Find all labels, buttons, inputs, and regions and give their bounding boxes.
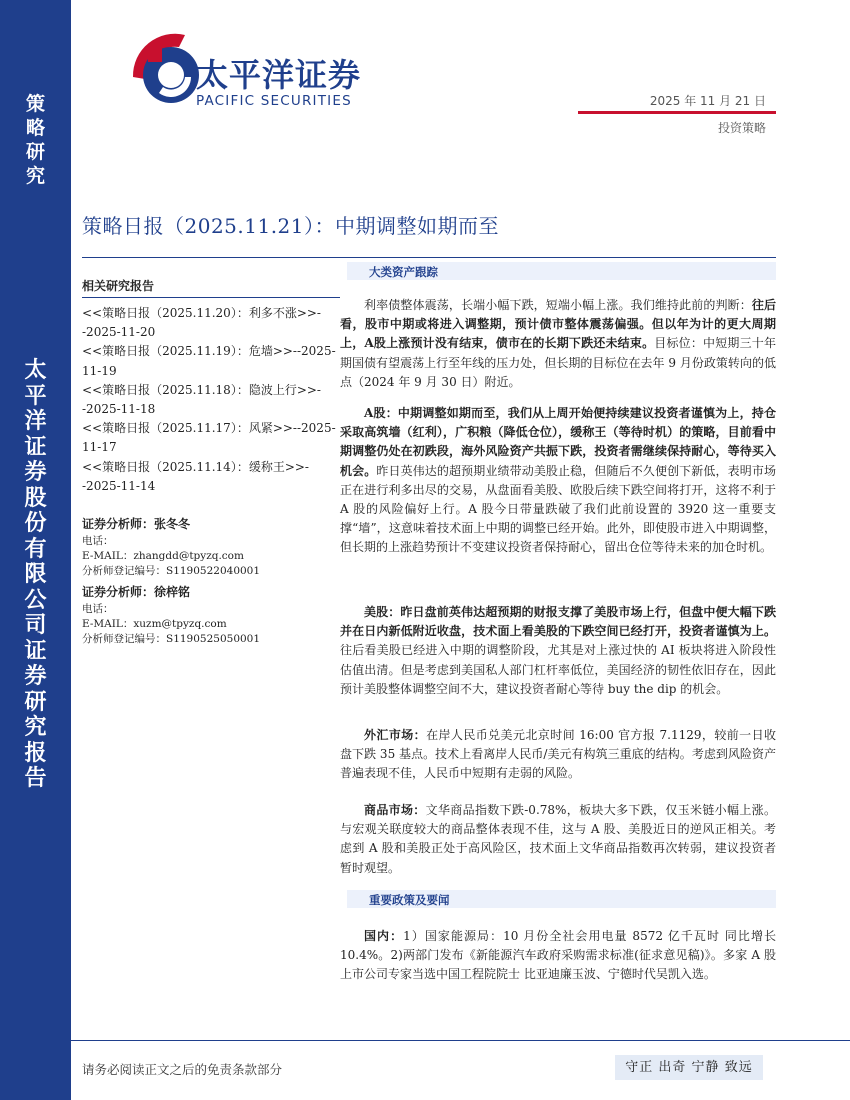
- brand-name-en: PACIFIC SECURITIES: [196, 93, 352, 109]
- sidebar-char: 份: [24, 510, 47, 536]
- sidebar-char: 证: [24, 637, 47, 664]
- section-title: 大类资产跟踪: [369, 265, 438, 279]
- sidebar-char: 策: [25, 93, 45, 115]
- analyst-registration: 分析师登记编号：S1190525050001: [82, 633, 261, 646]
- analyst-block: [82, 583, 340, 648]
- sidebar-char: 太: [24, 357, 47, 383]
- sidebar-char: 洋: [24, 408, 47, 434]
- related-report-item[interactable]: <<策略日报（2025.11.14）：缓称王>>--2025-11-14: [82, 459, 309, 493]
- fx-paragraph: 外汇市场：在岸人民币兑美元北京时间 16:00 官方报 7.1129，较前一日收盘下跌 35 基点。技术上看离岸人民币/美元有构筑三重底的结构。考虑到风险资产普遍表现不佳，人民币中短期有走弱的风险。: [340, 728, 776, 781]
- brand-name-cn: 太平洋证券: [196, 56, 362, 94]
- sidebar-char: 有: [24, 535, 47, 562]
- footer-motto: 守正 出奇 宁静 致远: [615, 1055, 763, 1080]
- sidebar-category-text: [0, 92, 71, 188]
- related-report-item[interactable]: <<策略日报（2025.11.20）：利多不涨>>--2025-11-20: [82, 306, 321, 340]
- title-divider: [82, 257, 776, 258]
- bond-paragraph: 利率债整体震荡，长端小幅下跌，短端小幅上涨。我们维持此前的判断：往后看，股市中期或将进入调整期，预计债市整体震荡偏强。但以年为计的更大周期上，A股上涨预计没有结束，债市在的长期下跌还未结束。目标位：中短期三十年期国债有望震荡上行至年线的压力处，但长期的目标位在去年 9 月份政策转向的低点（2024 年 9 月 30 日）附近。: [340, 298, 776, 389]
- analyst-block: [82, 515, 340, 580]
- analyst-email[interactable]: E-MAIL：zhangdd@tpyzq.com: [82, 550, 244, 563]
- analyst-registration: 分析师登记编号：S1190522040001: [82, 565, 261, 578]
- a-share-paragraph: A股：中期调整如期而至，我们从上周开始便持续建议投资者谨慎为上，持仓采取高筑墙（红利），广积粮（降低仓位），缓称王（等待时机）的策略，目前看中期调整仍处在初跌段，海外风险资产共振下跌，投资者需继续保持耐心，等待买入机会。昨日英伟达的超预期业绩带动美股止稳，但随后不久便创下新低，表明市场正在进行利多出尽的交易，从盘面看美股、欧股后续下跌空间将打开，这将不利于 A 股的风险偏好上行。A 股今日带量跌破了我们此前设置的 3920 这一重要支撑“墙”，这意味着技术面上中期的调整已经开始。此外，即使股市进入中期调整，但长期的上涨趋势预计不变建议投资者保持耐心，留出仓位等待未来的加仓时机。: [340, 406, 776, 555]
- analyst-phone: 电话：: [82, 535, 114, 547]
- related-reports-list: [82, 304, 340, 496]
- sidebar-char: 研: [25, 141, 45, 163]
- section-title: 重要政策及要闻: [369, 893, 450, 907]
- sidebar-char: 告: [24, 765, 47, 791]
- sidebar-char: 公: [24, 586, 47, 613]
- footer-divider: [71, 1040, 850, 1041]
- sidebar-char: 证: [24, 433, 47, 460]
- sidebar-char: 报: [24, 739, 47, 766]
- sidebar-char: 研: [24, 688, 47, 715]
- related-report-item[interactable]: <<策略日报（2025.11.19）：危墙>>--2025-11-19: [82, 344, 336, 378]
- report-title: 策略日报（2025.11.21）：中期调整如期而至: [82, 214, 500, 238]
- sidebar-char: 究: [24, 714, 47, 740]
- sidebar-char: 平: [24, 382, 47, 409]
- analyst-phone: 电话：: [82, 603, 114, 615]
- section-header-policy: [347, 890, 776, 908]
- section-header-markets: [347, 262, 776, 280]
- footer-disclaimer[interactable]: 请务必阅读正文之后的免责条款部分: [82, 1062, 283, 1077]
- sidebar-char: 限: [24, 561, 47, 587]
- date-underline: [578, 111, 776, 114]
- related-reports-heading: 相关研究报告: [82, 279, 155, 293]
- related-report-item[interactable]: <<策略日报（2025.11.17）：风紧>>--2025-11-17: [82, 421, 336, 455]
- sidebar-company-text: [0, 358, 71, 792]
- sidebar-char: 究: [25, 165, 45, 187]
- related-report-item[interactable]: <<策略日报（2025.11.18）：隐波上行>>--2025-11-18: [82, 382, 321, 417]
- analyst-name: 证券分析师：徐梓铭: [82, 585, 191, 599]
- us-stock-paragraph: 美股：昨日盘前英伟达超预期的财报支撑了美股市场上行，但盘中便大幅下跌并在日内新低附近收盘，技术面上看美股的下跌空间已经打开，投资者谨慎为上。往后看美股已经进入中期的调整阶段，尤其是对上涨过快的 AI 板块将进入阶段性估值出清。但是考虑到美国私人部门杠杆率低位，美国经济的韧性依旧存在，因此预计美股整体调整空间不大，建议投资者耐心等待 buy the dip 的机会。: [340, 605, 776, 696]
- sidebar-char: 略: [25, 117, 45, 139]
- commodity-paragraph: 商品市场：文华商品指数下跌-0.78%，板块大多下跌，仅玉米链小幅上涨。与宏观关联度较大的商品整体表现不佳，这与 A 股、美股近日的逆风正相关。考虑到 A 股和美股正处于高风险区，技术面上文华商品指数再次转弱，建议投资者暂时观望。: [340, 803, 776, 875]
- sidebar-char: 券: [24, 663, 47, 689]
- analyst-name: 证券分析师：张冬冬: [82, 517, 191, 531]
- domestic-news-paragraph: 国内：1）国家能源局：10 月份全社会用电量 8572 亿千瓦时 同比增长 10.4%。2)两部门发布《新能源汽车政府采购需求标准(征求意见稿)》。多家 A 股上市公司专家当选中国工程院院士 比亚迪廉玉波、宁德时代吴凯入选。: [340, 929, 776, 982]
- report-category: 投资策略: [717, 121, 766, 135]
- analyst-email[interactable]: E-MAIL：xuzm@tpyzq.com: [82, 618, 227, 631]
- sidebar-char: 司: [24, 612, 47, 638]
- sidebar-char: 股: [24, 484, 47, 511]
- report-date: 2025 年 11 月 21 日: [649, 94, 766, 108]
- related-heading-divider: [82, 297, 340, 298]
- sidebar-char: 券: [24, 459, 47, 485]
